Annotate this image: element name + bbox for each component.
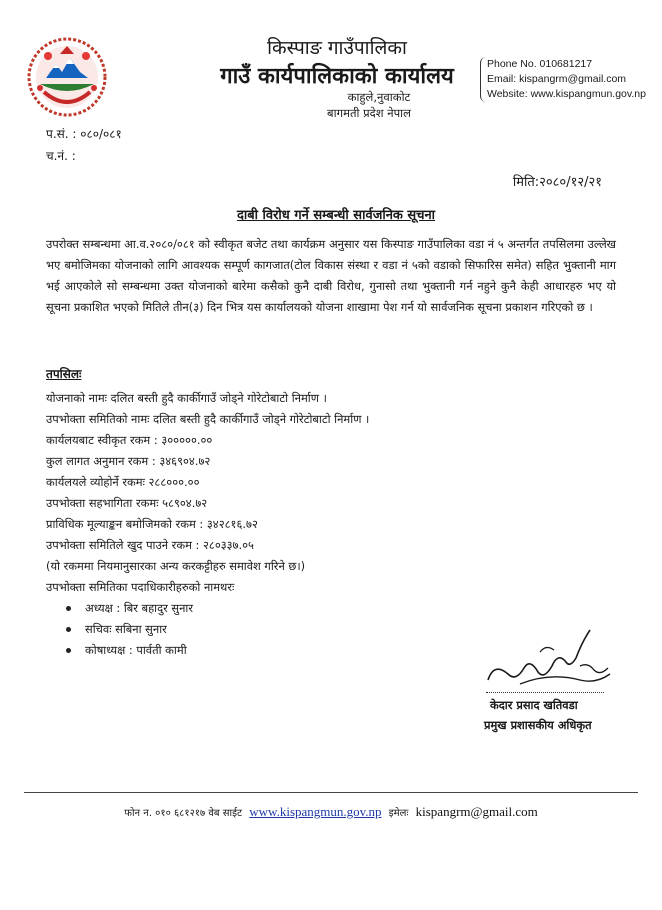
- officer-text: अध्यक्ष : बिर बहादुर सुनार: [85, 601, 194, 615]
- officer-item: [66, 643, 187, 658]
- detail-line: (यो रकममा नियमानुसारका अन्य करकट्टीहरु समावेश गरिने छ।): [46, 559, 306, 573]
- detail-line: उपभोक्ता समितिले खुद पाउने रकम : २८०३३७.०५: [46, 538, 254, 552]
- detail-line: प्राविधिक मूल्याङ्कन बमोजिमको रकम : ३४२८१६.७२: [46, 517, 258, 531]
- footer-website-link[interactable]: www.kispangmun.gov.np: [249, 804, 382, 819]
- ref-chn: च.नं. :: [46, 149, 76, 163]
- detail-line: उपभोक्ता समितिका पदाधिकारीहरुको नामथरः: [46, 580, 235, 594]
- ref-ps: प.सं. : ०८०/०८१: [46, 127, 122, 141]
- footer-email-label: इमेलः: [388, 808, 409, 819]
- footer-phone-text: फोन न. ०१० ६८१२१७ वेब साईट: [124, 808, 243, 819]
- contact-phone: Phone No. 010681217: [487, 58, 593, 70]
- detail-line: योजनाको नामः दलित बस्ती हुदै कार्कीगाउँ जोड्ने गोरेटोबाटो निर्माण ।: [46, 391, 327, 405]
- officer-item: [66, 622, 167, 637]
- signer-name: केदार प्रसाद खतिवडा: [490, 698, 578, 712]
- contact-block: [480, 57, 662, 102]
- details-heading: तपसिलः: [46, 367, 82, 381]
- officer-item: [66, 601, 193, 616]
- signer-title: प्रमुख प्रशासकीय अधिकृत: [484, 718, 592, 732]
- notice-body: उपरोक्त सम्बन्धमा आ.व.२०८०/०८१ को स्वीकृत बजेट तथा कार्यक्रम अनुसार यस किस्पाङ गाउँपालिका वडा नं ५ अन्तर्गत तपसिलमा उल्लेख भए बमोजिमका योजनाको लागि आवश्यक सम्पूर्ण कागजात(टोल विकास संस्था र वडा नं ५को वडाको सिफारिस समेत) सहित भुक्तानी माग भई आएकोले सो सम्बन्धमा उक्त योजनाको बारेमा कसैको कुनै दाबी विरोध, गुनासो तथा भुक्तानी गर्न नहुने कुनै केही आधारहरु भए यो सूचना प्रकाशित भएको मितिले तीन(३) दिन भित्र यस कार्यालयको योजना शाखामा पेश गर्न यो सार्वजनिक सूचना प्रकाशन गरिएको छ ।: [46, 237, 616, 314]
- detail-line: उपभोक्ता सहभागिता रकमः ५८९०४.७२: [46, 496, 208, 510]
- detail-line: कार्यलयबाट स्वीकृत रकम : ३०००००.००: [46, 433, 213, 447]
- detail-line: उपभोक्ता समितिको नामः दलित बस्ती हुदै कार्कीगाउँ जोड्ने गोरेटोबाटो निर्माण ।: [46, 412, 370, 426]
- footer-email: kispangrm@gmail.com: [415, 804, 538, 819]
- contact-website: Website: www.kispangmun.gov.np: [487, 88, 646, 100]
- detail-line: कार्यलयले व्योहोर्ने रकमः २८८०००.००: [46, 475, 200, 489]
- address-line-2: बागमती प्रदेश नेपाल: [327, 106, 411, 120]
- contact-email: Email: kispangrm@gmail.com: [487, 73, 627, 85]
- footer-divider: [24, 792, 638, 793]
- org-name: किस्पाङ गाउँपालिका: [267, 37, 407, 59]
- address-line-1: काहुले,नुवाकोट: [347, 90, 411, 104]
- bullet-icon: [66, 648, 71, 653]
- bullet-icon: [66, 627, 71, 632]
- signature-dotted-line: [486, 692, 604, 693]
- notice-date: मिति:२०८०/१२/२१: [512, 175, 602, 190]
- footer: [0, 804, 662, 820]
- bullet-icon: [66, 606, 71, 611]
- officer-text: कोषाध्यक्ष : पार्वती कामी: [85, 643, 187, 657]
- notice-subject: दाबी विरोध गर्ने सम्बन्धी सार्वजनिक सूचना: [236, 208, 436, 223]
- handwritten-signature: [480, 622, 620, 692]
- officer-text: सचिवः सबिना सुनार: [85, 622, 167, 636]
- office-name: गाउँ कार्यपालिकाको कार्यालय: [220, 64, 454, 89]
- detail-line: कुल लागत अनुमान रकम : ३४६९०४.७२: [46, 454, 211, 468]
